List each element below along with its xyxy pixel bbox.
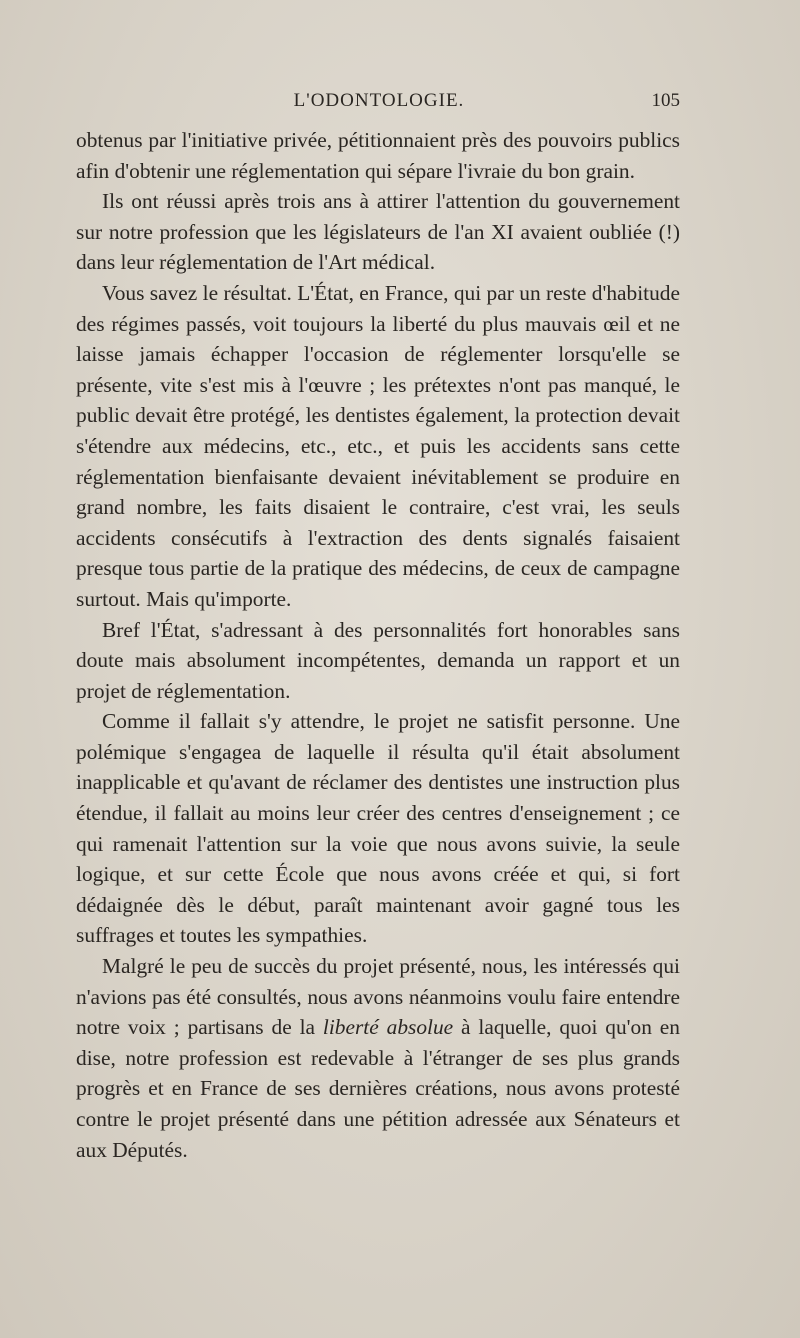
body-text bbox=[76, 125, 680, 1165]
paragraph-6-text-before: Malgré le peu de succès du projet présenté, nous, les intéressés qui n'avions pas été consultés, nous avons néanmoins voulu faire entendre notre voix ; partisans de la bbox=[76, 954, 680, 1040]
paragraph-4: Bref l'État, s'adressant à des personnalités fort honorables sans doute mais absolument incompétentes, demanda un rapport et un projet de réglementation. bbox=[76, 617, 680, 703]
paragraph-6-emphasis: liberté absolue bbox=[322, 1015, 454, 1040]
paragraph-6-text-after: à laquelle, quoi qu'on en dise, notre profession est redevable à l'étranger de ses plus grands progrès et en France de ses dernières créations, nous avons protesté contre le projet présenté dans une pétition adressée aux Sénateurs et aux Députés. bbox=[76, 1015, 680, 1162]
running-title: L'ODONTOLOGIE. bbox=[293, 90, 465, 111]
paragraph-5: Comme il fallait s'y attendre, le projet ne satisfit personne. Une polémique s'engagea de laquelle il résulta qu'il était absolument inapplicable et qu'avant de réclamer des dentistes une instruction plus étendue, il fallait au moins leur créer des centres d'enseignement ; ce qui ramenait l'attention sur la voie que nous avons suivie, la seule logique, et sur cette École que nous avons créée et qui, si fort dédaignée dès le début, paraît maintenant avoir gagné tous les suffrages et toutes les sympathies. bbox=[76, 709, 680, 948]
paragraph-6 bbox=[76, 951, 680, 1165]
paragraph-1: obtenus par l'initiative privée, pétitionnaient près des pouvoirs publics afin d'obtenir une réglementation qui sépare l'ivraie du bon grain. bbox=[76, 128, 680, 183]
paragraph-3: Vous savez le résultat. L'État, en France, qui par un reste d'habitude des régimes passés, voit toujours la liberté du plus mauvais œil et ne laisse jamais échapper l'occasion de réglementer lorsqu'elle se présente, vite s'est mis à l'œuvre ; les prétextes n'ont pas manqué, le public devait être protégé, les dentistes également, la protection devait s'étendre aux médecins, etc., etc., et puis les accidents sans cette réglementation bienfaisante devaient inévitablement se produire en grand nombre, les faits disaient le contraire, c'est vrai, les seuls accidents consécutifs à l'extraction des dents signalés faisaient presque tous partie de la pratique des médecins, de ceux de campagne surtout. Mais qu'importe. bbox=[76, 280, 680, 611]
page-number: 105 bbox=[651, 90, 680, 111]
page-header bbox=[78, 88, 680, 118]
paragraph-2: Ils ont réussi après trois ans à attirer l'attention du gouvernement sur notre profession que les législateurs de l'an XI avaient oubliée (!) dans leur réglementation de l'Art médical. bbox=[76, 189, 680, 275]
